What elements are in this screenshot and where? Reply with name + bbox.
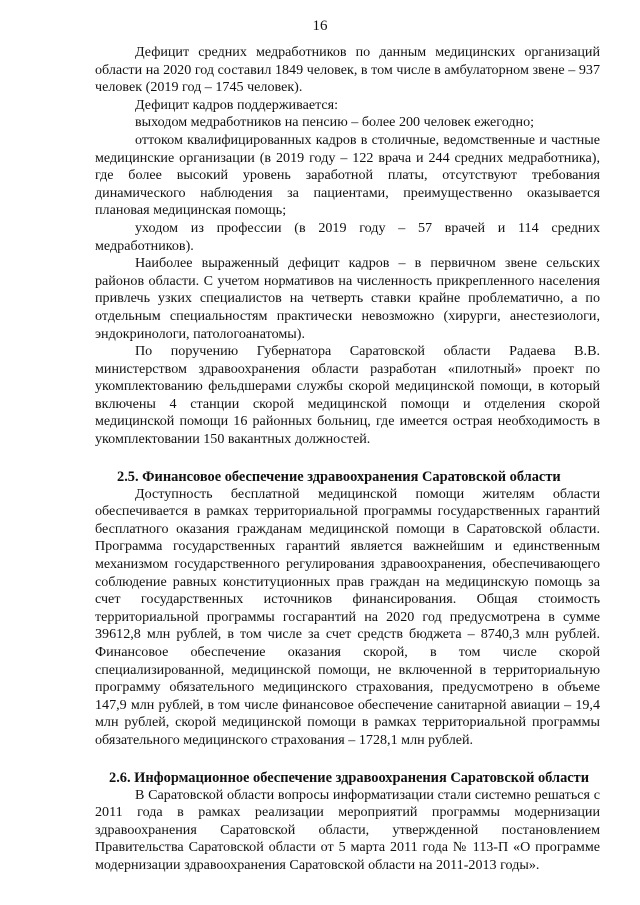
paragraph-financing: Доступность бесплатной медицинской помощи жителям области обеспечивается в рамках территориальной программы государственных гарантий бесплатного оказания гражданам медицинской помощи в Саратовской области. Программа государственных гарантий является важнейшим и единственным механизмом государственного регулирования здравоохранения, обеспечивающего соблюдение равных конституционных прав граждан на медицинскую помощь за счет государственных источников финансирования. Общая стоимость территориальной программы госгарантий на 2020 год предусмотрена в сумме 39612,8 млн рублей, в том числе за счет средств бюджета – 8740,3 млн рублей. Финансовое обеспечение оказания скорой, в том числе скорой специализированной, медицинской помощи, не включенной в территориальную программу обязательного медицинского страхования, предусмотрено в объеме 147,9 млн рублей, в том числе финансовое обеспечение санитарной авиации – 19,4 млн рублей, скорой медицинской помощи в рамках территориальной программы обязательного медицинского страхования – 1728,1 млн рублей. — [95, 485, 600, 748]
paragraph-information: В Саратовской области вопросы информатизации стали системно решаться с 2011 года в рамках реализации мероприятий программы модернизации здравоохранения Саратовской области, утвержденной постановлением Правительства Саратовской области от 5 марта 2011 года № 113-П «О программе модернизации здравоохранения Саратовской области на 2011-2013 годы». — [95, 786, 600, 873]
document-body — [95, 44, 600, 875]
page-number: 16 — [312, 18, 328, 34]
paragraph-rural-deficit: Наиболее выраженный дефицит кадров – в первичном звене сельских районов области. С учетом нормативов на численность прикрепленного населения привлечь узких специалистов на четверть ставки крайне проблематично, а по отдельным специальностям практически невозможно (хирурги, анестезиологи, эндокринологи, патологоанатомы). — [95, 255, 600, 342]
paragraph-deficit-mid-staff: Дефицит средних медработников по данным медицинских организаций области на 2020 год составил 1849 человек, в том числе в амбулаторном звене – 937 человек (2019 год – 1745 человек). — [95, 44, 600, 96]
section-heading-information: 2.6. Информационное обеспечение здравоохранения Саратовской области — [109, 769, 590, 786]
paragraph-outflow: оттоком квалифицированных кадров в столичные, ведомственные и частные медицинские организации (в 2019 году – 122 врача и 244 средних медработника), где более высокий уровень заработной платы, отсутствуют требования динамического наблюдения за пациентами, преимущественно оказывается плановая медицинская помощь; — [95, 131, 600, 219]
paragraph-retirement: выходом медработников на пенсию – более 200 человек ежегодно; — [135, 114, 535, 131]
paragraph-deficit-sustained: Дефицит кадров поддерживается: — [135, 96, 339, 113]
paragraph-pilot-project: По поручению Губернатора Саратовской области Радаева В.В. министерством здравоохранения области разработан «пилотный» проект по укомплектованию фельдшерами службы скорой медицинской помощи, в который включены 4 станции скорой медицинской помощи и отделения скорой медицинской помощи 16 районных больниц, где имеется острая необходимость в укомплектовании 150 вакантных должностей. — [95, 343, 600, 448]
section-heading-financing: 2.5. Финансовое обеспечение здравоохранения Саратовской области — [117, 468, 561, 485]
paragraph-leaving-profession: уходом из профессии (в 2019 году – 57 врачей и 114 средних медработников). — [95, 219, 600, 254]
